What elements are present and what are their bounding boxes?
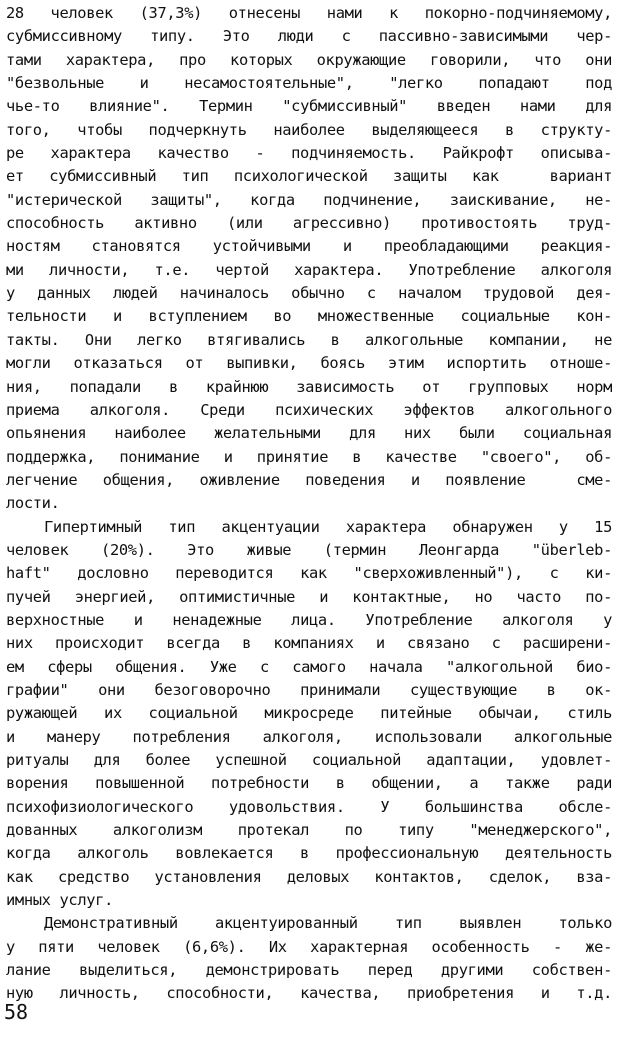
text-line: опьянения наиболее желательными для них были социальная bbox=[6, 424, 612, 443]
text-line: у данных людей начиналось обычно с началом трудовой дея- bbox=[6, 284, 612, 303]
text-line: способность активно (или агрессивно) противостоять труд- bbox=[6, 214, 612, 233]
text-line: у пяти человек (6,6%). Их характерная особенность - же- bbox=[6, 937, 612, 956]
text-line: лание выделиться, демонстрировать перед другими собствен- bbox=[6, 961, 612, 980]
paragraph-start-line: Демонстративный акцентуированный тип выявлен только bbox=[44, 914, 612, 933]
text-line: них происходит всегда в компаниях и связано с расширени- bbox=[6, 634, 612, 653]
text-line: и манеру потребления алкоголя, использовали алкогольные bbox=[6, 727, 612, 746]
text-line: дованных алкоголизм протекал по типу "менеджерского", bbox=[6, 821, 612, 840]
paragraph-end-line: имных услуг. bbox=[6, 891, 113, 910]
text-line: графии" они безоговорочно принимали существующие в ок- bbox=[6, 680, 612, 699]
paragraph-start-line: Гипертимный тип акцентуации характера обнаружен у 15 bbox=[44, 517, 612, 536]
text-line: ружающей их социальной микросреде питейные обычаи, стиль bbox=[6, 704, 612, 723]
text-line: поддержка, понимание и принятие в качестве "своего", об- bbox=[6, 447, 612, 466]
text-line: когда алкоголь вовлекается в профессиональную деятельность bbox=[6, 844, 612, 863]
text-line: 28 человек (37,3%) отнесены нами к покорно-подчиняемому, bbox=[6, 4, 612, 22]
text-line: "истерической защиты", когда подчинение, заискивание, не- bbox=[6, 190, 612, 209]
text-line: ритуалы для более успешной социальной адаптации, удовлет- bbox=[6, 751, 612, 769]
text-line: приема алкоголя. Среди психических эффектов алкогольного bbox=[6, 400, 612, 419]
text-line: ния, попадали в крайнюю зависимость от групповых норм bbox=[6, 377, 612, 396]
text-line: такты. Они легко втягивались в алкогольные компании, не bbox=[6, 330, 612, 349]
text-line: чье-то влияние". Термин "субмиссивный" введен нами для bbox=[6, 97, 612, 116]
text-line: психофизиологического удовольствия. У большинства обсле- bbox=[6, 797, 612, 816]
body-text bbox=[6, 2, 612, 1006]
text-line: ем сферы общения. Уже с самого начала "алкогольной био- bbox=[6, 657, 612, 676]
text-line: легчение общения, оживление поведения и появление сме- bbox=[6, 470, 612, 489]
page-number: 58 bbox=[4, 1000, 29, 1024]
paragraph-end-line: лости. bbox=[6, 494, 60, 513]
text-line: haft" дословно переводится как "сверхоживленный"), с ки- bbox=[6, 564, 612, 583]
text-line: тами характера, про которых окружающие говорили, что они bbox=[6, 50, 612, 69]
text-line: ную личность, способности, качества, приобретения и т.д. bbox=[6, 984, 612, 1003]
text-line: ностям становятся устойчивыми и преобладающими реакция- bbox=[6, 237, 612, 256]
text-line: "безвольные и несамостоятельные", "легко попадают под bbox=[6, 74, 612, 93]
text-line: верхностные и ненадежные лица. Употребление алкоголя у bbox=[6, 610, 612, 629]
text-line: ет субмиссивный тип психологической защиты как вариант bbox=[6, 167, 612, 186]
text-line: как средство установления деловых контактов, сделок, вза- bbox=[6, 867, 612, 886]
text-line: человек (20%). Это живые (термин Леонгарда "überleb- bbox=[6, 540, 612, 559]
text-line: ре характера качество - подчиняемость. Райкрофт описыва- bbox=[6, 144, 612, 163]
text-line: пучей энергией, оптимистичные и контактные, но часто по- bbox=[6, 587, 612, 606]
text-line: ворения повышенной потребности в общении, а также ради bbox=[6, 774, 612, 793]
text-line: тельности и вступлением во множественные социальные кон- bbox=[6, 307, 612, 326]
text-line: ми личности, т.е. чертой характера. Употребление алкоголя bbox=[6, 260, 612, 279]
text-line: субмиссивному типу. Это люди с пассивно-зависимыми чер- bbox=[6, 27, 612, 46]
text-line: могли отказаться от выпивки, боясь этим испортить отноше- bbox=[6, 354, 612, 373]
text-line: того, чтобы подчеркнуть наиболее выделяющееся в структу- bbox=[6, 120, 612, 139]
